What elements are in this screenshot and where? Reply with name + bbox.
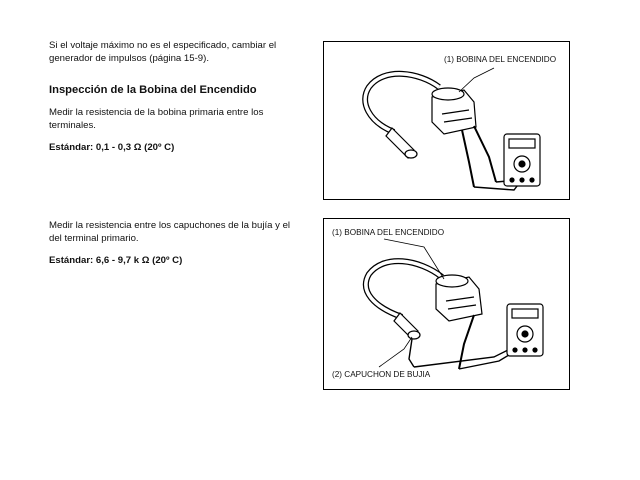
intro-paragraph: Si el voltaje máximo no es el especificado, cambiar el generador de impulsos (página 15-9). [49,40,277,64]
primary-test-illustration [324,42,569,199]
figure2-callout-plug-cap: (2) CAPUCHON DE BUJIA [332,370,431,379]
section-heading: Inspección de la Bobina del Encendido [49,84,257,96]
figure2-callout-coil: (1) BOBINA DEL ENCENDIDO [332,228,445,237]
primary-instruction: Medir la resistencia de la bobina primaria entre los terminales. [49,107,264,131]
figure-primary-test [323,41,570,200]
figure1-callout-coil: (1) BOBINA DEL ENCENDIDO [444,55,557,64]
figure-secondary-test [323,218,570,390]
secondary-instruction: Medir la resistencia entre los capuchones de la bujía y el del terminal primario. [49,220,291,244]
primary-standard: Estándar: 0,1 - 0,3 Ω (20º C) [49,142,175,153]
secondary-standard: Estándar: 6,6 - 9,7 k Ω (20º C) [49,255,183,266]
secondary-test-illustration [324,219,569,389]
